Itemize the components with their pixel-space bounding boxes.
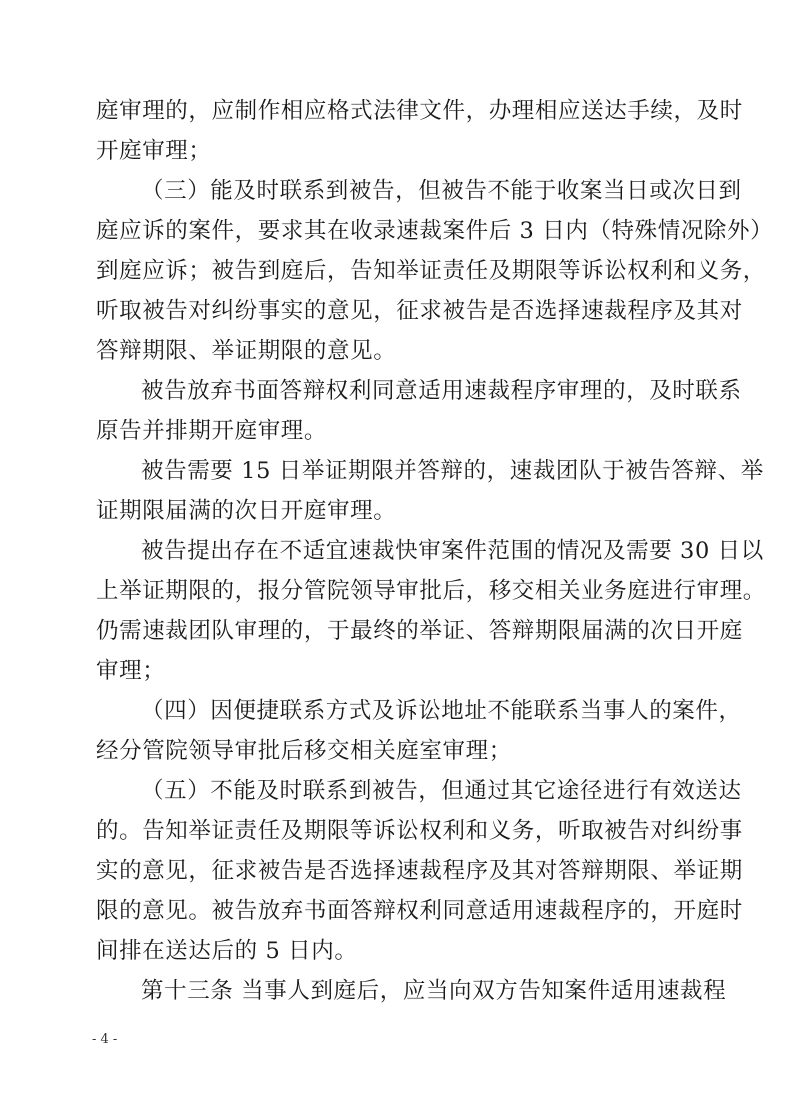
text-line-6: 听取被告对纠纷事实的意见，征求被告是否选择速裁程序及其对 [96, 298, 743, 324]
text-line-16: （四）因便捷联系方式及诉讼地址不能联系当事人的案件， [141, 698, 742, 724]
text-line-7: 答辩期限、举证期限的意见。 [96, 338, 397, 364]
text-line-13: 上举证期限的，报分管院领导审批后，移交相关业务庭进行审理。 [96, 578, 766, 604]
text-line-4: 庭应诉的案件，要求其在收录速裁案件后 3 日内（特殊情况除外） [96, 218, 774, 244]
text-line-2: 开庭审理； [96, 138, 212, 164]
text-line-17: 经分管院领导审批后移交相关庭室审理； [96, 738, 512, 764]
text-line-22: 间排在送达后的 5 日内。 [96, 938, 358, 964]
text-line-23: 第十三条 当事人到庭后，应当向双方告知案件适用速裁程 [141, 978, 727, 1004]
text-line-3: （三）能及时联系到被告，但被告不能于收案当日或次日到 [141, 178, 742, 204]
text-line-11: 证期限届满的次日开庭审理。 [96, 498, 397, 524]
text-line-19: 的。告知举证责任及期限等诉讼权利和义务，听取被告对纠纷事 [96, 818, 743, 844]
page-number: - 4 - [92, 1032, 118, 1047]
text-line-8: 被告放弃书面答辩权利同意适用速裁程序审理的，及时联系 [141, 378, 742, 404]
text-line-18: （五）不能及时联系到被告，但通过其它途径进行有效送达 [141, 778, 742, 804]
text-line-10: 被告需要 15 日举证期限并答辩的，速裁团队于被告答辩、举 [141, 458, 764, 484]
text-line-14: 仍需速裁团队审理的，于最终的举证、答辩期限届满的次日开庭 [96, 618, 743, 644]
text-line-20: 实的意见，征求被告是否选择速裁程序及其对答辩期限、举证期 [96, 858, 743, 884]
text-line-15: 审理； [96, 658, 166, 684]
text-line-21: 限的意见。被告放弃书面答辩权利同意适用速裁程序的，开庭时 [96, 898, 743, 924]
text-line-1: 庭审理的，应制作相应格式法律文件，办理相应送达手续，及时 [96, 98, 743, 124]
text-line-12: 被告提出存在不适宜速裁快审案件范围的情况及需要 30 日以 [141, 538, 764, 564]
text-line-5: 到庭应诉；被告到庭后，告知举证责任及期限等诉讼权利和义务， [96, 258, 766, 284]
text-line-9: 原告并排期开庭审理。 [96, 418, 328, 444]
